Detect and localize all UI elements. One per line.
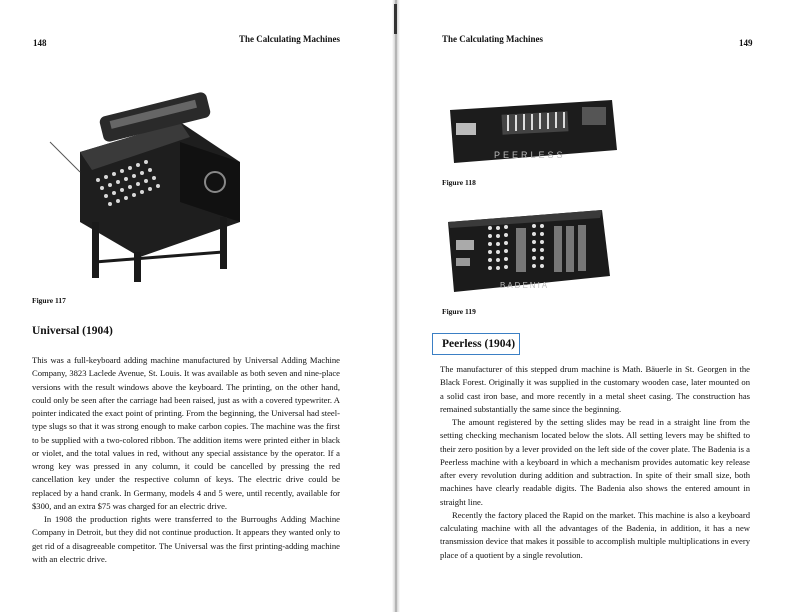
figure-119-caption: Figure 119 (442, 307, 476, 316)
nameplate-text: PEERLESS (494, 150, 566, 160)
running-head: The Calculating Machines (442, 34, 544, 44)
page-number: 148 (33, 38, 47, 48)
left-page (0, 0, 392, 612)
figure-118-caption: Figure 118 (442, 178, 476, 187)
running-head: The Calculating Machines (239, 34, 341, 44)
section-title-universal: Universal (1904) (32, 325, 113, 337)
figure-117-universal-adding-machine-photo (40, 82, 260, 282)
paragraph: The amount registered by the setting slides may be read in a straight line from the setting checking mechanism located below the slots. All setting levers may be shifted to their zero position by a lever provided on the left side of the cover plate. The Badenia is a Peerless machine with a keyboard in which a mechanism provides automatic key release after every revolution during addition and subtraction. In spite of their small size, both machines have clearly readable digits. The Badenia also shows the entered amount in straight line. (440, 417, 750, 507)
nameplate-text: BADENIA (500, 281, 550, 290)
figure-119-badenia-calculator-photo (442, 204, 612, 299)
right-page (400, 0, 792, 612)
figure-118-peerless-calculator-photo (442, 95, 622, 170)
book-spine (392, 0, 400, 612)
paragraph: This was a full-keyboard adding machine manufactured by Universal Adding Machine Company, 3823 Laclede Avenue, St. Louis. It was available as both seven and nine-place versions with the result windows above the keyboard. The printing, on the other hand, could only be seen after the carriage had been raised, just as with a covered typewriter. A pointer indicated the exact point of printing. From the beginning, the Universal had steel-type slugs so that it was strong enough to make carbon copies. The machine was the first to be supplied with a two-colored ribbon. The addition items were printed either in black or violet, and the total values in red, without any special assistance by the operator. If a wrong key was pressed in any column, it could be cancelled by pressing the red cancellation key under the respective column of keys. The electric drive could be replaced by a hand crank. In Germany, models 4 and 5 were, until recently, available for $300, and an extra $75 was charged for an electric drive. (32, 355, 340, 511)
figure-117-caption: Figure 117 (32, 296, 66, 305)
paragraph: The manufacturer of this stepped drum machine is Math. Bäuerle in St. Georgen in the Black Forest. Originally it was supplied in the customary wooden case, later mounted on a solid cast iron base, and more recently in a metal sheet casing. The construction has remained substantially the same since the beginning. (440, 364, 750, 414)
paragraph: Recently the factory placed the Rapid on the market. This machine is also a keyboard calculating machine with all the advantages of the Badenia, in addition, it has a new transmission device that makes it possible to accomplish multiple multiplications in every place of a quotient by a single revolution. (440, 509, 750, 560)
peerless-body-text (440, 363, 750, 562)
section-title-peerless: Peerless (1904) (442, 338, 516, 350)
universal-body-text (32, 354, 340, 566)
spine-shadow (394, 4, 397, 34)
paragraph: In 1908 the production rights were transferred to the Burroughs Adding Machine Company in Detroit, but they did not continue production. It appears they wanted only to get rid of a disagreeable competitor. The Universal was the first printing-adding machine with an electric drive. (32, 514, 340, 564)
page-number: 149 (739, 38, 753, 48)
